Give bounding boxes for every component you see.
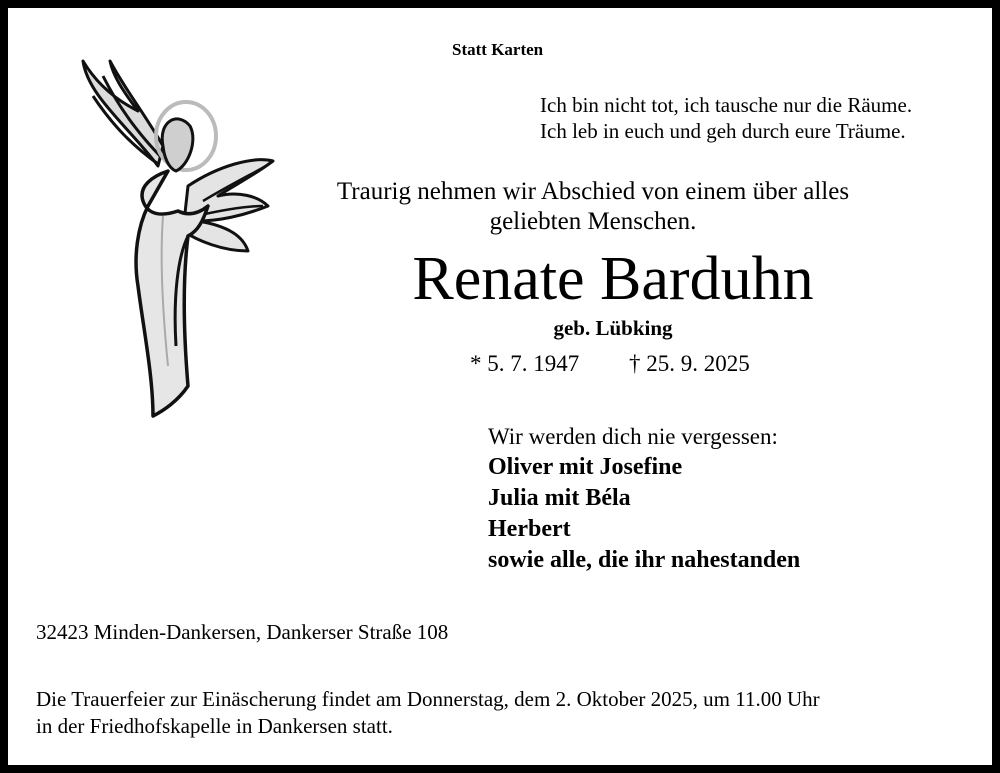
intro-line: Traurig nehmen wir Abschied von einem über alles: [336, 178, 850, 205]
quote-line: Ich bin nicht tot, ich tausche nur die Räume.: [540, 93, 913, 117]
mourner-name: Oliver mit Josefine: [488, 454, 683, 480]
mourner-name: Julia mit Béla: [488, 485, 631, 511]
birth-date: * 5. 7. 1947: [470, 351, 580, 376]
address: 32423 Minden-Dankersen, Dankerser Straße 108: [36, 620, 449, 644]
ceremony-line: in der Friedhofskapelle in Dankersen statt.: [36, 714, 393, 738]
life-dates: [470, 351, 750, 377]
mourners-block: [488, 421, 800, 576]
header-label: Statt Karten: [452, 40, 544, 59]
death-date: † 25. 9. 2025: [629, 351, 750, 376]
mourners-intro: Wir werden dich nie vergessen:: [488, 424, 778, 449]
quote-line: Ich leb in euch und geh durch eure Träume.: [540, 119, 906, 143]
deceased-name: Renate Barduhn: [412, 245, 814, 313]
intro-text: [268, 177, 918, 237]
mourner-name: sowie alle, die ihr nahestanden: [488, 547, 801, 573]
maiden-name: geb. Lübking: [553, 316, 673, 340]
ceremony-info: [36, 686, 820, 740]
quote: [540, 92, 912, 144]
ceremony-line: Die Trauerfeier zur Einäscherung findet am Donnerstag, dem 2. Oktober 2025, um 11.00 Uhr: [36, 687, 820, 711]
angel-icon: [68, 56, 278, 421]
mourner-name: Herbert: [488, 516, 571, 542]
intro-line: geliebten Menschen.: [489, 208, 697, 235]
